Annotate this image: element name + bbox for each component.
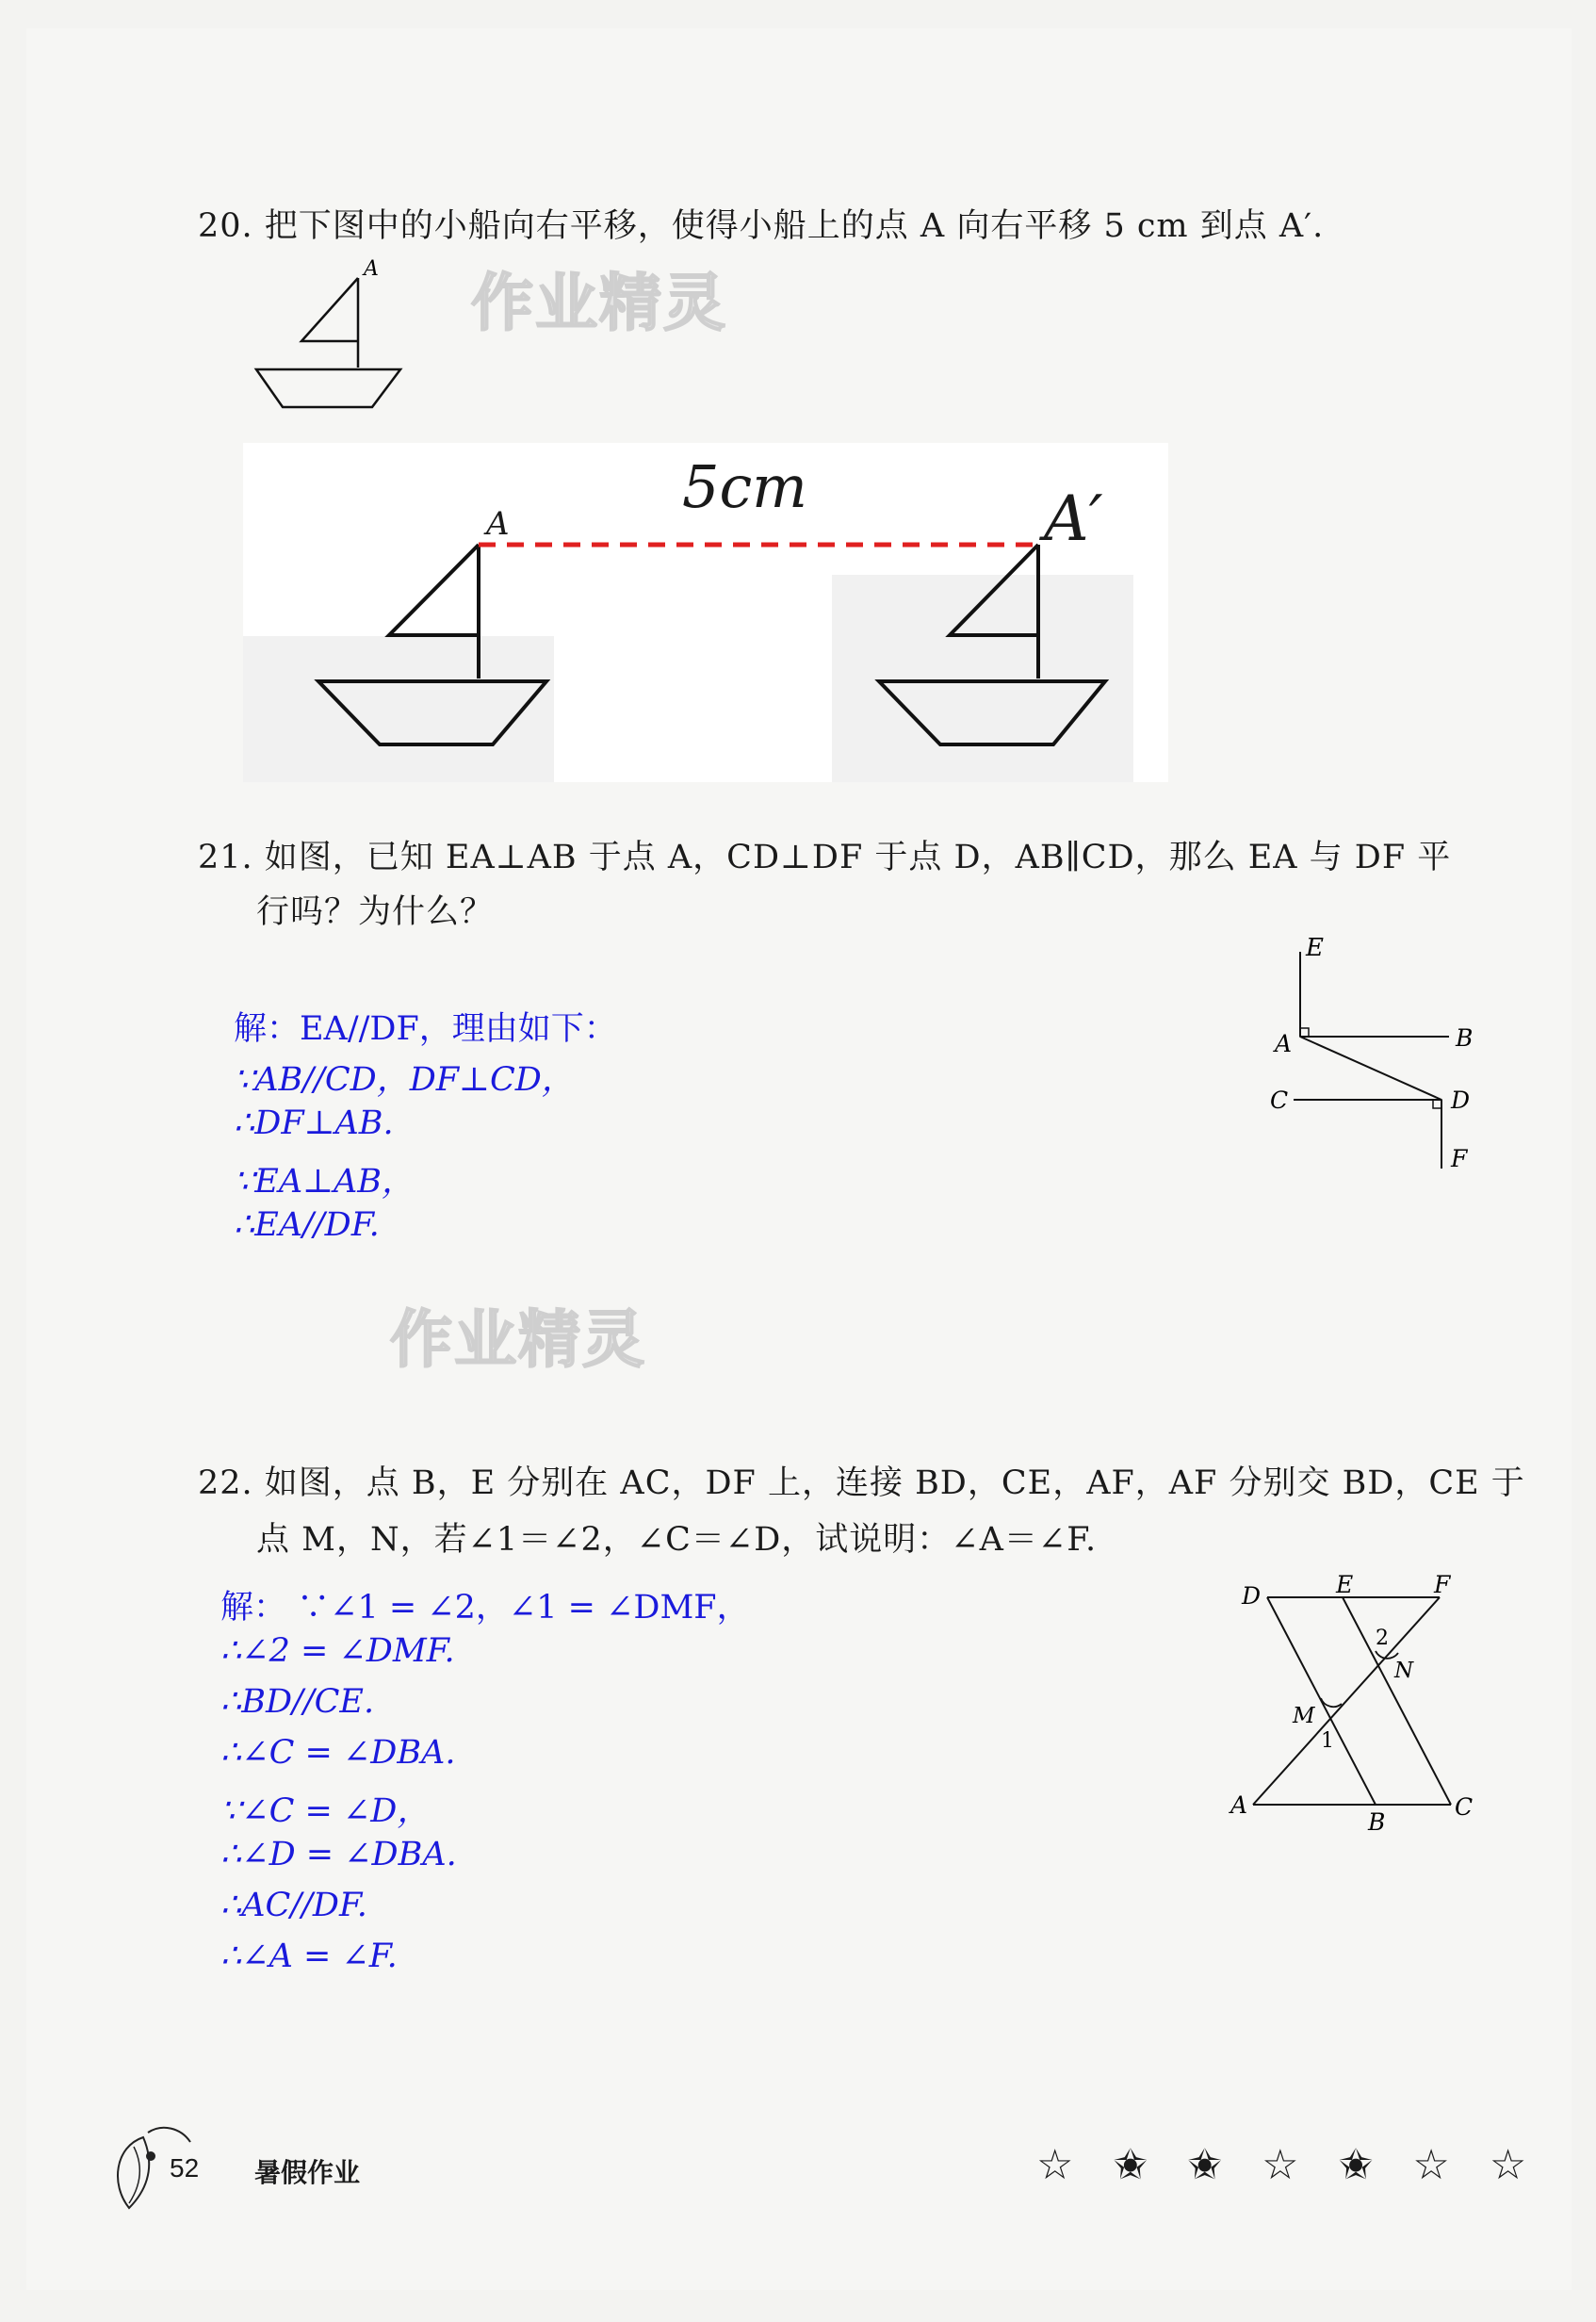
- q22-label-B: B: [1368, 1808, 1386, 1836]
- q22-solution-line: 解： ∵∠1 = ∠2，∠1 = ∠DMF，: [220, 1589, 750, 1627]
- q22-label-E: E: [1336, 1571, 1354, 1598]
- q22-label-angle-2: 2: [1376, 1627, 1389, 1650]
- q22-solution-line: ∵∠C = ∠D，: [220, 1792, 431, 1830]
- q21-solution-line: ∵EA⊥AB，: [234, 1163, 415, 1201]
- q21-solution-line: ∴DF⊥AB.: [234, 1104, 394, 1142]
- footer-title: 暑假作业: [254, 2157, 361, 2188]
- q22-solution-line: ∴∠C = ∠DBA.: [220, 1734, 456, 1772]
- q20-answer-label-A-prime: A′: [1044, 482, 1103, 555]
- q20-distance-label: 5cm: [682, 452, 807, 521]
- q20-answer-figure: [243, 443, 1168, 782]
- q22-figure: [1225, 1564, 1498, 1847]
- q22-solution-line: ∴∠2 = ∠DMF.: [220, 1632, 455, 1670]
- q22-label-A: A: [1230, 1791, 1248, 1819]
- q21-label-C: C: [1270, 1087, 1289, 1114]
- q22-label-D: D: [1242, 1582, 1262, 1610]
- star-decoration-icon: ☆ ✬ ✬ ☆ ✬ ☆ ☆: [1036, 2141, 1540, 2189]
- q20-text: 20. 把下图中的小船向右平移，使得小船上的点 A 向右平移 5 cm 到点 A′.: [198, 207, 1325, 245]
- q20-answer-label-A: A: [486, 505, 510, 543]
- q21-solution-line: 解：EA//DF，理由如下：: [234, 1010, 617, 1048]
- q22-solution-line: ∴∠A = ∠F.: [220, 1938, 398, 1975]
- q22-solution-line: ∴AC//DF.: [220, 1887, 367, 1924]
- leaf-decoration-icon: [106, 2118, 219, 2222]
- q21-figure: [1262, 933, 1489, 1187]
- q22-label-M: M: [1293, 1704, 1315, 1728]
- q22-label-angle-1: 1: [1321, 1729, 1334, 1753]
- q21-label-A: A: [1275, 1030, 1293, 1057]
- q21-label-E: E: [1306, 934, 1324, 962]
- q21-label-D: D: [1451, 1087, 1471, 1114]
- watermark-top: 作业精灵: [471, 267, 727, 339]
- watermark-middle: 作业精灵: [390, 1303, 646, 1376]
- page-number: 52: [170, 2153, 200, 2183]
- q21-solution-line: ∵AB//CD，DF⊥CD，: [234, 1061, 575, 1099]
- q21-solution-line: ∴EA//DF.: [234, 1206, 380, 1244]
- q20-small-boat: [245, 254, 415, 424]
- q21-label-F: F: [1451, 1145, 1468, 1172]
- q22-solution-line: ∴BD//CE.: [220, 1683, 375, 1721]
- q22-text-line1: 22. 如图，点 B，E 分别在 AC，DF 上，连接 BD，CE，AF，AF 分别交 BD，CE 于: [198, 1464, 1525, 1502]
- q21-text-line1: 21. 如图，已知 EA⊥AB 于点 A，CD⊥DF 于点 D，AB∥CD，那么 EA 与 DF 平: [198, 839, 1452, 876]
- q21-text-line2: 行吗？为什么？: [256, 893, 495, 931]
- q21-label-B: B: [1456, 1024, 1474, 1052]
- q22-label-N: N: [1394, 1659, 1414, 1683]
- q20-small-label-A: A: [364, 257, 379, 281]
- q22-label-F: F: [1434, 1571, 1451, 1598]
- q22-text-line2: 点 M，N，若∠1＝∠2，∠C＝∠D，试说明：∠A＝∠F.: [256, 1521, 1098, 1559]
- q22-solution-line: ∴∠D = ∠DBA.: [220, 1836, 457, 1873]
- q22-label-C: C: [1455, 1793, 1474, 1821]
